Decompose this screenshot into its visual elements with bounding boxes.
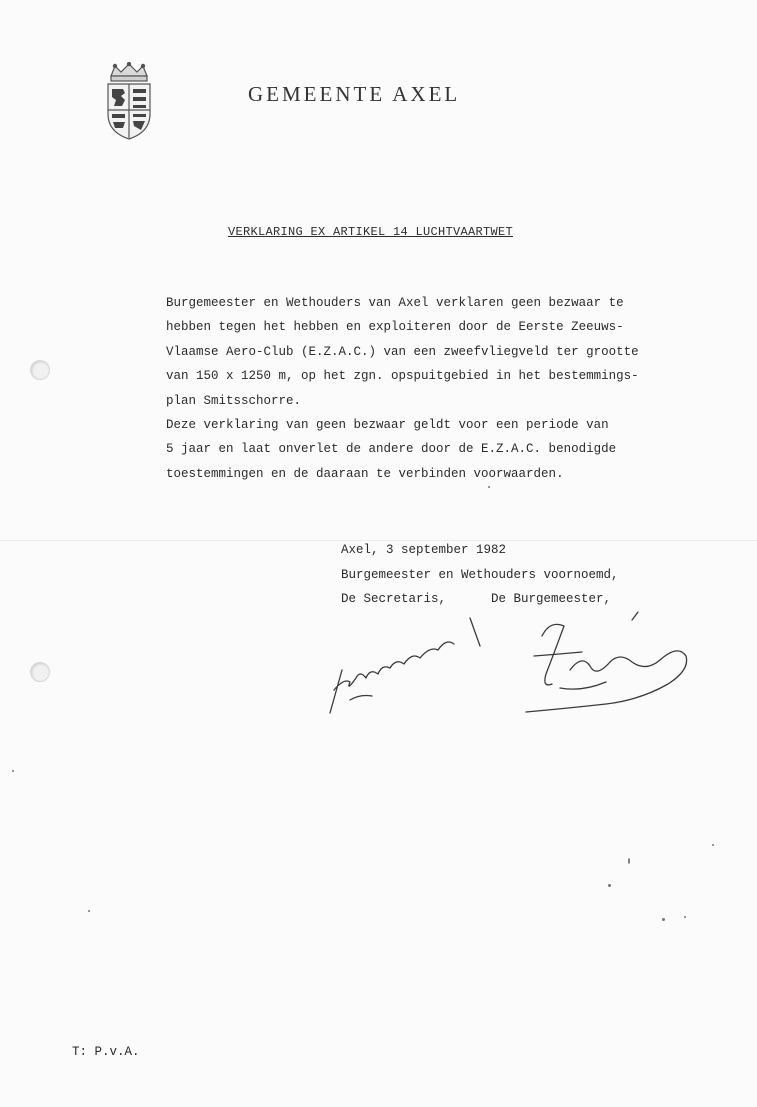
body-line: plan Smitsschorre.	[166, 393, 302, 408]
paper-speck	[88, 910, 90, 912]
body-line: 5 jaar en laat onverlet de andere door de E.Z.A.C. benodigde	[166, 442, 617, 457]
closing-block	[341, 538, 619, 587]
punch-hole-top	[30, 360, 50, 380]
body-line: Vlaamse Aero-Club (E.Z.A.C.) van een zweefvliegveld ter grootte	[166, 344, 639, 359]
secretary-label: De Secretaris,	[341, 592, 447, 606]
paper-speck	[712, 844, 714, 846]
punch-hole-bottom	[30, 662, 50, 682]
authority-line: Burgemeester en Wethouders voornoemd,	[341, 567, 619, 582]
body-line: Burgemeester en Wethouders van Axel verklaren geen bezwaar te	[166, 296, 624, 310]
paper-speck	[662, 918, 665, 921]
mayor-signature-tick	[632, 612, 638, 620]
paper-speck	[488, 486, 490, 488]
paper-speck	[12, 770, 14, 772]
place-date: Axel, 3 september 1982	[341, 543, 507, 557]
document-title: VERKLARING EX ARTIKEL 14 LUCHTVAARTWET	[228, 225, 514, 239]
declaration-body	[166, 291, 686, 486]
body-line: Deze verklaring van geen bezwaar geldt voor een periode van	[166, 418, 609, 433]
body-line: van 150 x 1250 m, op het zgn. opspuitgebied in het bestemmings-	[166, 369, 639, 384]
municipality-name: GEMEENTE AXEL	[248, 82, 461, 106]
mayor-signature	[526, 624, 687, 712]
paper-speck	[608, 884, 611, 887]
secretary-signature	[330, 618, 480, 713]
paper-speck	[684, 916, 686, 918]
footer-reference: T: P.v.A.	[72, 1045, 140, 1059]
coat-of-arms-icon	[103, 62, 155, 142]
body-line: toestemmingen en de daaraan te verbinden voorwaarden.	[166, 466, 564, 481]
paper-speck	[628, 858, 630, 864]
body-line: hebben tegen het hebben en exploiteren door de Eerste Zeeuws-	[166, 320, 624, 335]
handwritten-signatures	[320, 608, 700, 718]
mayor-label: De Burgemeester,	[491, 592, 612, 606]
